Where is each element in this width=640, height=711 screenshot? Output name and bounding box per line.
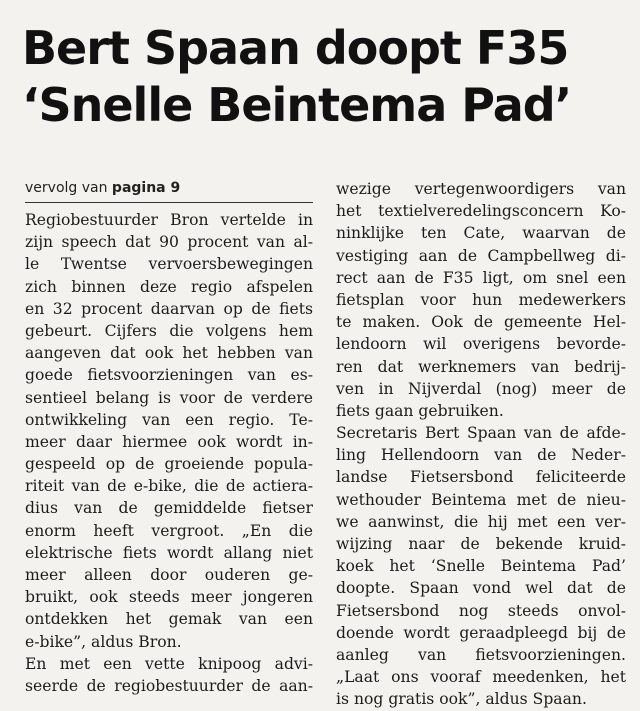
body-text-line: doende wordt geraadpleegd bij de xyxy=(336,623,626,642)
body-text-line: meer alleen door ouderen ge- xyxy=(25,566,313,584)
body-text-line: ontwikkeling van een regio. Te- xyxy=(25,410,313,429)
body-text-line: enorm heeft vergroot. „En die xyxy=(25,521,313,540)
body-text-line: elektrische fiets wordt allang niet xyxy=(25,543,313,562)
body-text-line: wethouder Beintema met de nieu- xyxy=(336,490,626,509)
body-text-line: aanleg van fietsvoorzieningen. xyxy=(336,645,626,664)
kicker-page: pagina 9 xyxy=(111,180,181,196)
headline xyxy=(22,20,632,134)
body-text-line: Secretaris Bert Spaan van de afde- xyxy=(336,424,626,443)
kicker-rule xyxy=(25,202,313,203)
body-text-line: is nog gratis ook”, aldus Spaan. xyxy=(336,690,587,709)
body-text-line: goede fietsvoorzieningen van es- xyxy=(25,366,313,385)
continuation-kicker xyxy=(25,180,180,196)
body-text-line: en 32 procent daarvan op de fiets xyxy=(25,299,313,318)
body-text-line: wijzing naar de bekende kruid- xyxy=(336,535,626,553)
body-text-line: meer daar hiermee ook wordt in- xyxy=(25,432,313,451)
body-text-line: gebeurt. Cijfers die volgens hem xyxy=(25,321,313,340)
body-text-line: we aanwinst, die hij met een ver- xyxy=(336,512,626,531)
body-text-line: e-bike”, aldus Bron. xyxy=(25,632,182,651)
body-text-line: het textielveredelingsconcern Ko- xyxy=(336,202,626,221)
left-column xyxy=(25,209,313,697)
body-text-line: sentieel belang is voor de verdere xyxy=(25,388,313,407)
body-text-line: te maken. Ook de gemeente Hel- xyxy=(336,313,626,332)
body-text-line: seerde de regiobestuurder de aan- xyxy=(25,676,313,695)
body-text-line: Fietsersbond nog steeds onvol- xyxy=(336,601,626,620)
body-text-line: fiets gaan gebruiken. xyxy=(336,401,504,420)
body-text-line: rect aan de F35 ligt, om snel een xyxy=(336,268,626,287)
body-text-line: ven in Nijverdal (nog) meer de xyxy=(336,379,626,398)
body-text-line: doopte. Spaan vond wel dat de xyxy=(336,579,626,598)
body-text-line: dius van de gemiddelde fietser xyxy=(25,499,313,518)
body-text-line: fietsplan voor hun medewerkers xyxy=(336,290,626,309)
body-text-line: En met een vette knipoog advi- xyxy=(25,654,313,673)
body-text-line: ren dat werknemers van bedrij- xyxy=(336,357,626,376)
body-text-line: koek het ‘Snelle Beintema Pad’ xyxy=(336,557,626,576)
right-column xyxy=(336,178,626,711)
body-text-line: riteit van de e-bike, die de actiera- xyxy=(25,477,313,496)
body-text-line: ninklijke ten Cate, waarvan de xyxy=(336,224,626,243)
body-text-line: ling Hellendoorn van de Neder- xyxy=(336,446,626,465)
body-text-line: „Laat ons vooraf meedenken, het xyxy=(336,668,626,687)
body-text-line: le Twentse vervoersbewegingen xyxy=(25,255,313,274)
body-text-line: aangeven dat ook het hebben van xyxy=(25,344,313,363)
body-text-line: wezige vertegenwoordigers van xyxy=(336,180,626,198)
kicker-prefix: vervolg van xyxy=(25,180,112,196)
body-text-line: ontdekken het gemak van een xyxy=(25,610,313,629)
body-text-line: gespeeld op de groeiende popula- xyxy=(25,455,313,474)
body-text-line: Regiobestuurder Bron vertelde in xyxy=(25,211,313,229)
body-text-line: lendoorn wil overigens bevorde- xyxy=(336,335,626,354)
body-text-line: zich binnen deze regio afspelen xyxy=(25,277,313,296)
headline-line-2: ‘Snelle Beintema Pad’ xyxy=(22,78,572,132)
body-text-line: vestiging aan de Campbellweg di- xyxy=(336,246,626,265)
body-text-line: bruikt, ook steeds meer jongeren xyxy=(25,588,313,607)
body-text-line: landse Fietsersbond feliciteerde xyxy=(336,468,626,487)
body-text-line: zijn speech dat 90 procent van al- xyxy=(25,233,313,252)
headline-line-1: Bert Spaan doopt F35 xyxy=(22,21,569,75)
